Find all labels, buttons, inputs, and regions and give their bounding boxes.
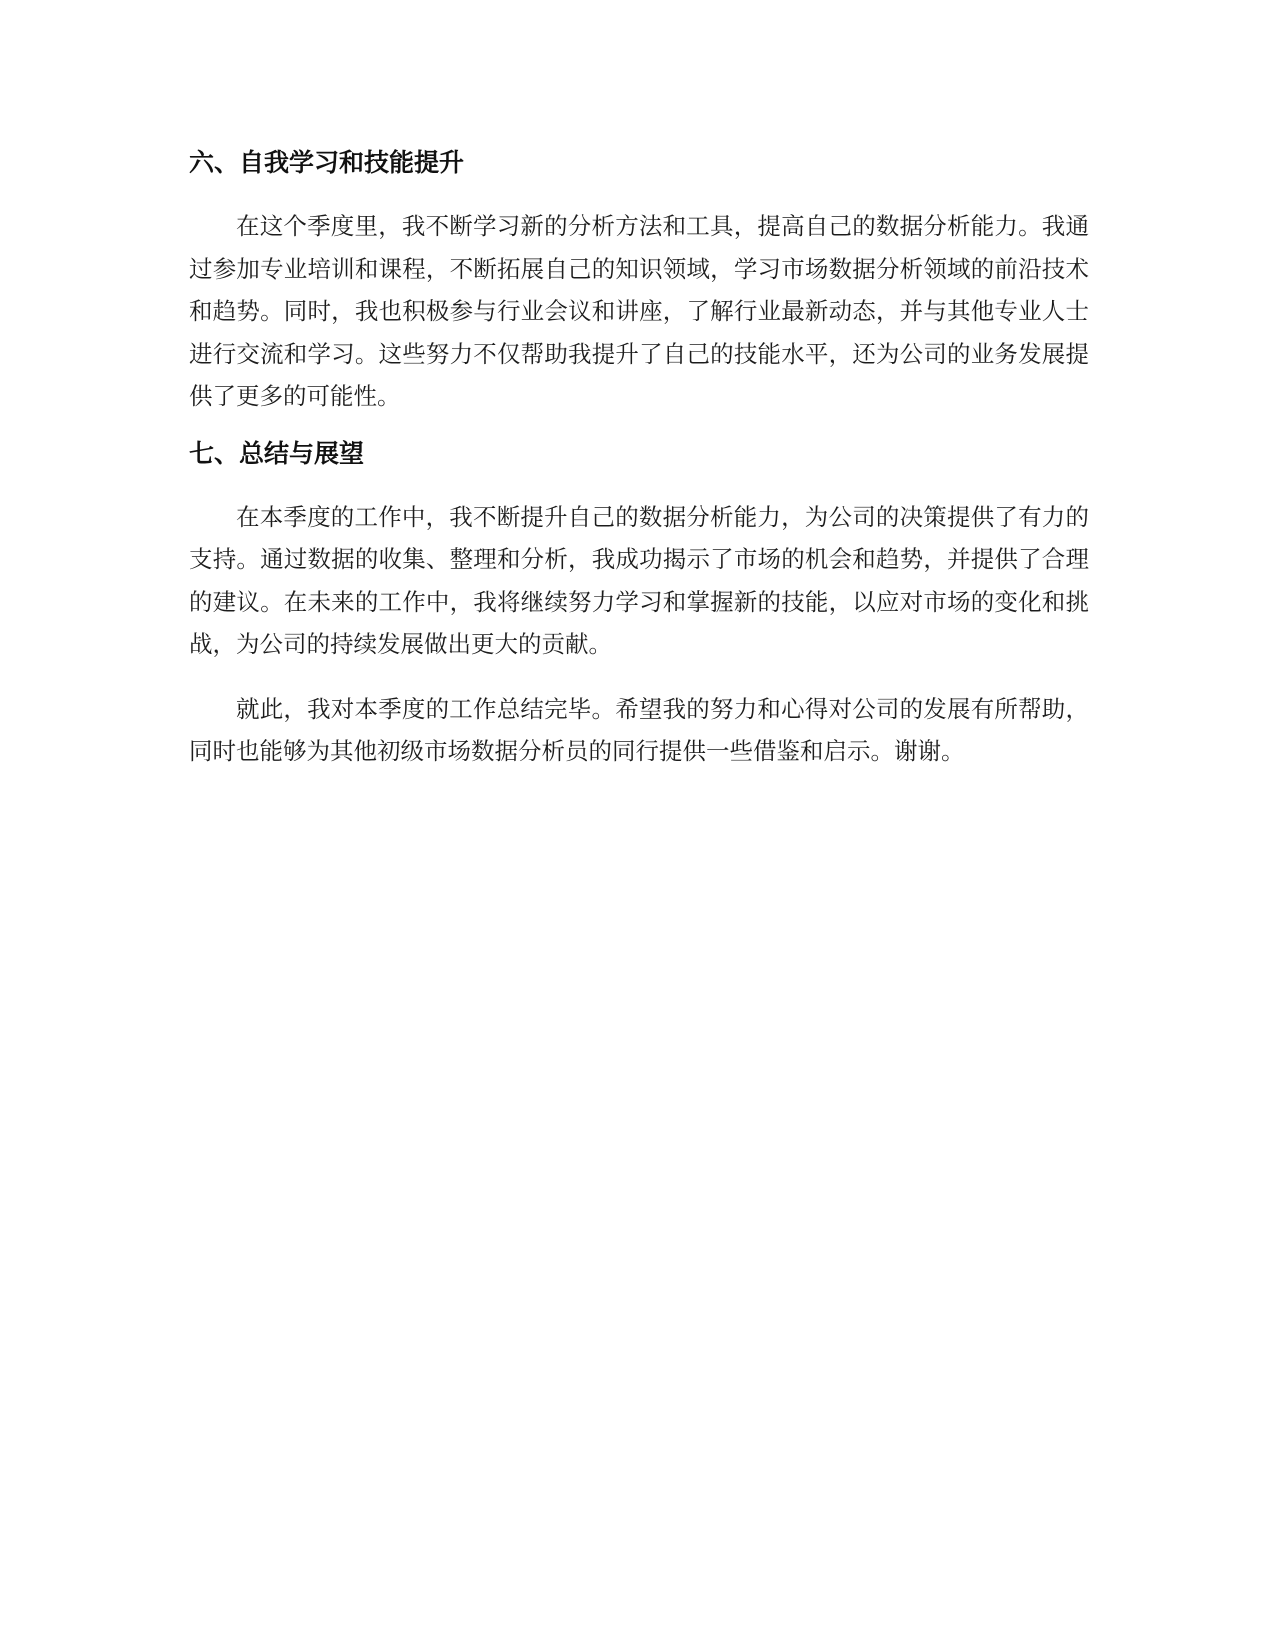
section-paragraph: 在本季度的工作中，我不断提升自己的数据分析能力，为公司的决策提供了有力的支持。通过数据的收集、整理和分析，我成功揭示了市场的机会和趋势，并提供了合理的建议。在未来的工作中，我将继续努力学习和掌握新的技能，以应对市场的变化和挑战，为公司的持续发展做出更大的贡献。	[189, 502, 1089, 658]
closing-paragraph: 就此，我对本季度的工作总结完毕。希望我的努力和心得对公司的发展有所帮助，同时也能够为其他初级市场数据分析员的同行提供一些借鉴和启示。谢谢。	[189, 694, 1089, 765]
section-heading: 七、总结与展望	[189, 438, 365, 468]
document-body	[189, 145, 1089, 773]
section-paragraph: 在这个季度里，我不断学习新的分析方法和工具，提高自己的数据分析能力。我通过参加专业培训和课程，不断拓展自己的知识领域，学习市场数据分析领域的前沿技术和趋势。同时，我也积极参与行业会议和讲座，了解行业最新动态，并与其他专业人士进行交流和学习。这些努力不仅帮助我提升了自己的技能水平，还为公司的业务发展提供了更多的可能性。	[189, 212, 1089, 410]
section-heading: 六、自我学习和技能提升	[189, 148, 465, 177]
section-self-learning	[189, 145, 1089, 418]
section-summary-outlook	[189, 436, 1089, 773]
